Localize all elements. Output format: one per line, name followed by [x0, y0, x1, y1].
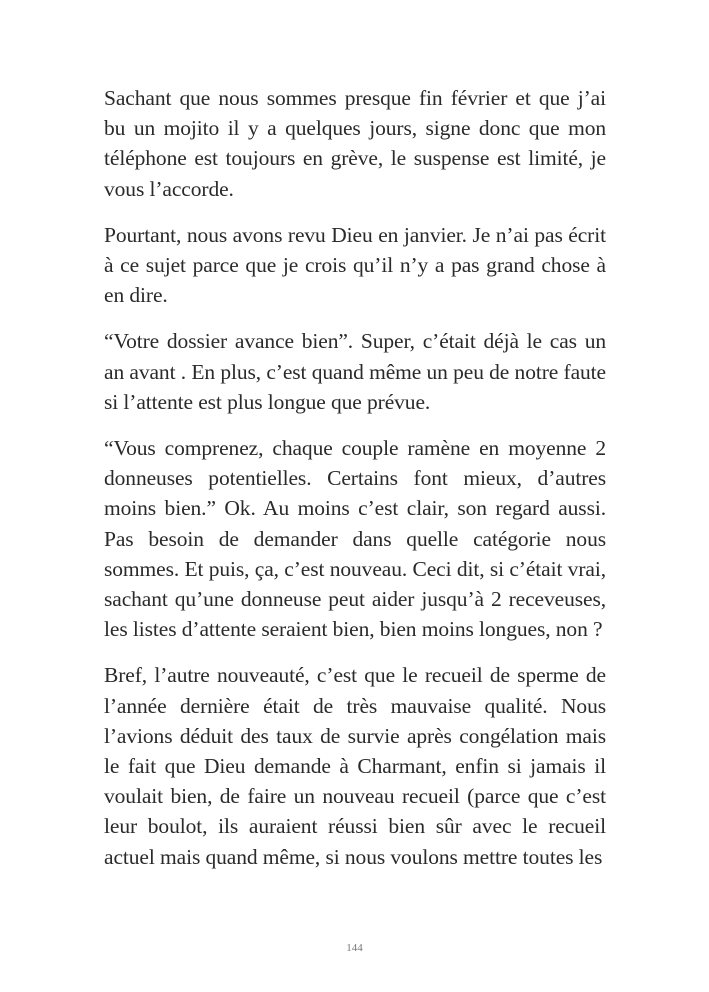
body-text [104, 83, 606, 888]
paragraph-3: “Votre dossier avance bien”. Super, c’était déjà le cas un an avant . En plus, c’est quand même un peu de notre faute si l’attente est plus longue que prévue. [104, 329, 606, 414]
paragraph-1: Sachant que nous sommes presque fin février et que j’ai bu un mojito il y a quelques jours, signe donc que mon téléphone est toujours en grève, le suspense est limité, je vous l’accorde. [104, 86, 606, 201]
page-number: 144 [346, 942, 363, 954]
paragraph-4: “Vous comprenez, chaque couple ramène en moyenne 2 donneuses potentielles. Certains font mieux, d’autres moins bien.” Ok. Au moins c’est clair, son regard aussi. Pas besoin de demander dans quelle catégorie nous sommes. Et puis, ça, c’est nouveau. Ceci dit, si c’était vrai, sachant qu’une donneuse peut aider jusqu’à 2 receveuses, les listes d’attente seraient bien, bien moins longues, non ? [104, 436, 606, 642]
paragraph-5: Bref, l’autre nouveauté, c’est que le recueil de sperme de l’année dernière était de très mauvaise qualité. Nous l’avions déduit des taux de survie après congélation mais le fait que Dieu demande à Charmant, enfin si jamais il voulait bien, de faire un nouveau recueil (parce que c’est leur boulot, ils auraient réussi bien sûr avec le recueil actuel mais quand même, si nous voulons mettre toutes les [104, 663, 606, 869]
paragraph-2: Pourtant, nous avons revu Dieu en janvier. Je n’ai pas écrit à ce sujet parce que je crois qu’il n’y a pas grand chose à en dire. [104, 222, 606, 308]
